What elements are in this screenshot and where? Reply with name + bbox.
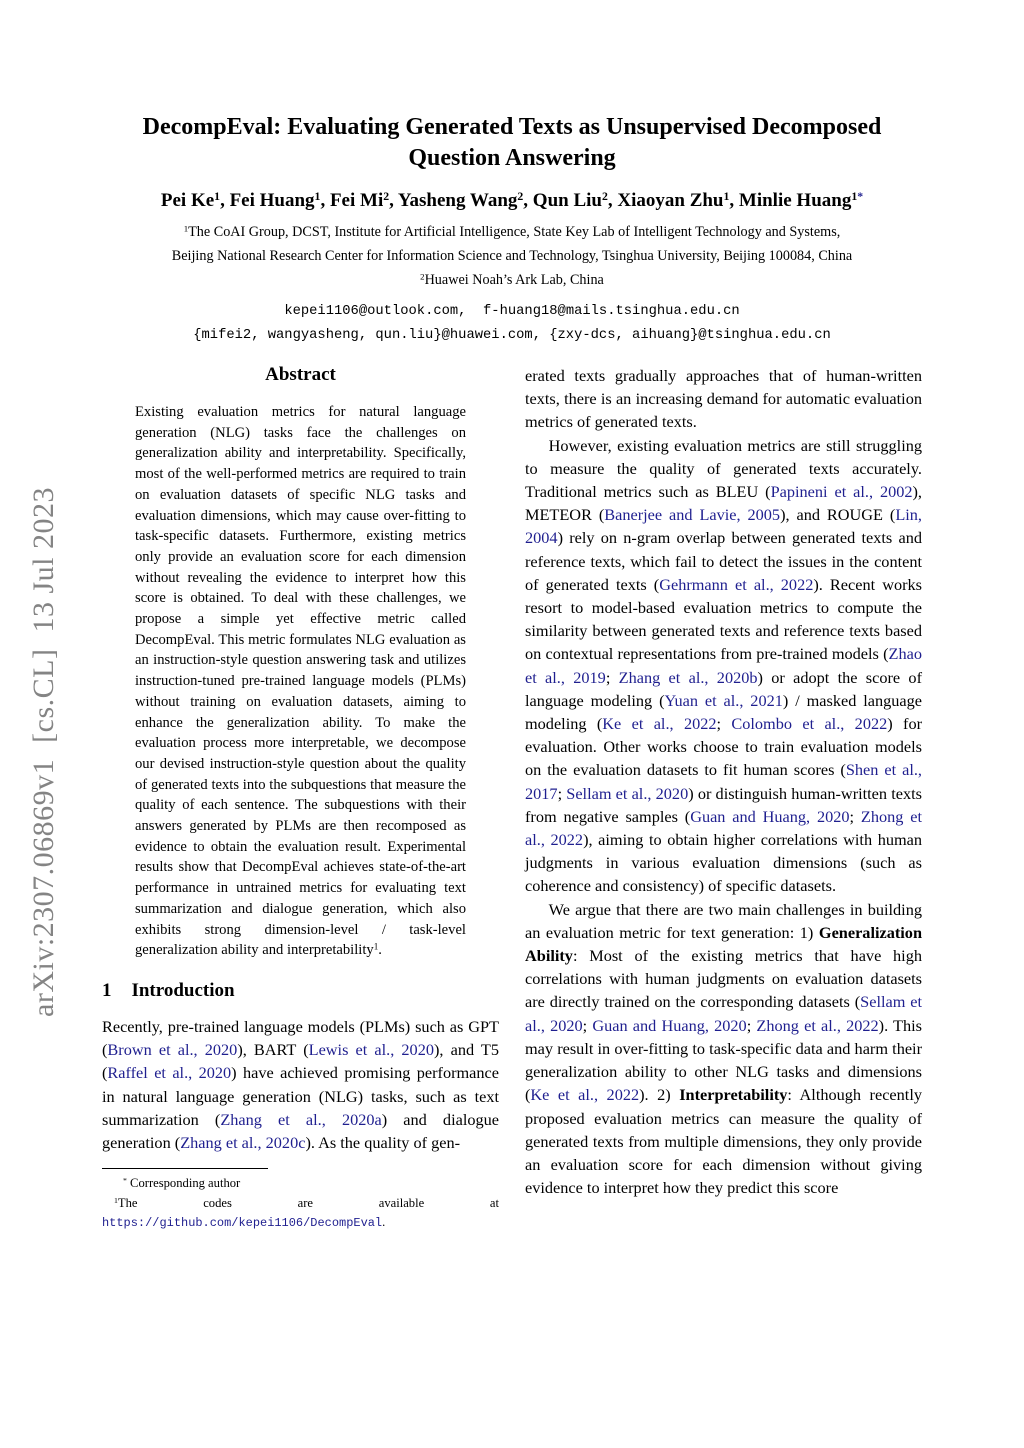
text-segment: ; bbox=[849, 806, 861, 826]
citation-link[interactable]: Ke et al., 2022 bbox=[530, 1085, 640, 1105]
citation-link[interactable]: Lin, 2004 bbox=[525, 505, 922, 548]
affiliations bbox=[0, 221, 1024, 293]
body-paragraph-challenges bbox=[525, 898, 922, 1200]
text-segment: Generalization Ability bbox=[525, 922, 922, 966]
citation-link[interactable]: Banerjee and Lavie, 2005 bbox=[604, 505, 781, 525]
body-paragraph-metrics bbox=[525, 434, 922, 898]
text-segment: : Although recently proposed evaluation metrics can measure the quality of generated texts from multiple dimensions, they only provide an evaluation score for each dimension without giving evidence to interpret how they predict this score bbox=[525, 1085, 922, 1198]
text-segment: ). As the quality of gen- bbox=[305, 1133, 461, 1152]
citation-link[interactable]: Ke et al., 2022 bbox=[602, 714, 717, 734]
text-segment: 2 bbox=[601, 190, 608, 204]
text-segment: We argue that there are two main challenges in building an evaluation metric for text generation: 1) bbox=[525, 899, 922, 942]
citation-link[interactable]: Guan and Huang, 2020 bbox=[592, 1015, 747, 1035]
text-segment: Interpretability bbox=[679, 1085, 788, 1105]
text-segment: Beijing National Research Center for Information Science and Technology, Tsinghua University, Beijing 100084, China bbox=[171, 248, 853, 265]
text-segment: Recently, pre-trained language models (PLMs) such as GPT ( bbox=[102, 1016, 499, 1060]
citation-link[interactable]: Lewis et al., 2020 bbox=[308, 1040, 434, 1060]
author-line bbox=[0, 190, 1024, 212]
text-segment: ). This may result in over-fitting to task-specific data and harm their generalization ability to other NLG tasks and dimensions ( bbox=[525, 1015, 922, 1105]
text-segment: ), and T5 ( bbox=[102, 1040, 500, 1083]
email-block bbox=[0, 300, 1024, 348]
abstract-heading: Abstract bbox=[265, 364, 336, 385]
citation-link[interactable]: Zhong et al., 2022 bbox=[525, 806, 922, 850]
citation-link[interactable]: Zhang et al., 2020b bbox=[618, 667, 758, 687]
text-segment: , Yasheng Wang bbox=[389, 190, 518, 212]
citation-link[interactable]: Sellam et al., 2020 bbox=[566, 783, 689, 803]
citation-link[interactable]: Shen et al., 2017 bbox=[525, 760, 923, 803]
paper-title-line-1: DecompEval: Evaluating Generated Texts as Unsupervised Decomposed bbox=[142, 114, 882, 140]
text-segment: , Qun Liu bbox=[523, 190, 602, 212]
text-segment: ) / masked language modeling ( bbox=[525, 690, 923, 734]
citation-link[interactable]: Zhang et al., 2020a bbox=[220, 1109, 382, 1129]
citation-link[interactable]: Guan and Huang, 2020 bbox=[690, 806, 850, 826]
text-segment: Corresponding author bbox=[126, 1176, 241, 1191]
text-segment: Huawei Noah’s Ark Lab, China bbox=[424, 272, 604, 289]
text-segment: 1 bbox=[214, 190, 221, 204]
text-segment: ) have achieved promising performance in natural language generation (NLG) tasks, such as text summarization ( bbox=[102, 1063, 499, 1129]
text-segment: , Fei Huang bbox=[220, 190, 315, 212]
text-segment: ), METEOR ( bbox=[525, 482, 923, 525]
text-segment: Pei Ke bbox=[160, 190, 215, 212]
citation-link[interactable]: Sellam et al., 2020 bbox=[525, 992, 922, 1035]
text-segment: The CoAI Group, DCST, Institute for Artificial Intelligence, State Key Lab of Intelligent Technology and Systems, bbox=[188, 224, 841, 241]
citation-link[interactable]: Brown et al., 2020 bbox=[107, 1040, 238, 1060]
text-segment: . bbox=[382, 1215, 386, 1230]
footnote-block bbox=[102, 1168, 499, 1233]
text-segment: erated texts gradually approaches that of human-written texts, there is an increasing demand for automatic evaluation metrics of generated texts. bbox=[525, 366, 922, 432]
text-segment: ), aiming to obtain higher correlations with human judgments in various evaluation dimensions (such as coherence and consistency) of specific datasets. bbox=[525, 830, 923, 896]
text-segment: 2 bbox=[517, 190, 524, 204]
citation-link[interactable]: Papineni et al., 2002 bbox=[770, 482, 913, 502]
intro-paragraph bbox=[102, 1015, 499, 1154]
footnote-rule bbox=[102, 1168, 268, 1169]
text-segment: ). Recent works resort to model-based evaluation metrics to compute the similarity between generated texts and reference texts based on contextual representations from pre-trained models ( bbox=[525, 574, 922, 664]
citation-link[interactable]: Raffel et al., 2020 bbox=[107, 1063, 232, 1083]
text-segment: : Most of the existing metrics that have high correlations with human judgments on evaluation datasets are directly trained on the corresponding datasets ( bbox=[525, 946, 922, 1012]
citation-link[interactable]: Zhong et al., 2022 bbox=[756, 1015, 879, 1035]
text-segment: ; bbox=[746, 1015, 757, 1035]
abstract-text bbox=[135, 402, 466, 961]
text-segment: 1 bbox=[723, 190, 730, 204]
text-segment: , Fei Mi bbox=[320, 190, 384, 212]
text-segment: ) for evaluation. Other works choose to train evaluation models on the evaluation datasets to fit human scores ( bbox=[525, 714, 923, 780]
section-number: 1 bbox=[102, 979, 112, 1001]
text-segment: Existing evaluation metrics for natural language generation (NLG) tasks face the challenges on generalization ability and interpretability. Specifically, most of the well-performed metrics are required to train on evaluation datasets of specific NLG tasks and evaluation dimensions, which may cause over-fitting to task-specific datasets. Furthermore, existing metrics only provide an evaluation score for each dimension without revealing the evidence to interpret how this score is obtained. To deal with these challenges, we propose a simple yet effective metric called DecompEval. This metric formulates NLG evaluation as an instruction-style question answering task and utilizes instruction-tuned pre-trained language models (PLMs) without training on evaluation datasets, aiming to enhance the generalization ability. To make the evaluation process more interpretable, we decompose our devised instruction-style question about the quality of generated texts into the subquestions that measure the quality of each sentence. The subquestions with their answers generated by PLMs are then recomposed as evidence to obtain the evaluation result. Experimental results show that DecompEval achieves state-of-the-art performance in untrained metrics for evaluating text summarization and dialogue generation, which also exhibits strong dimension-level / task-level generalization ability and interpretability bbox=[135, 404, 466, 959]
footnote-corresponding-author bbox=[102, 1174, 499, 1194]
paper-title bbox=[0, 112, 1024, 173]
text-segment: 2 bbox=[420, 271, 425, 282]
text-segment: 2 bbox=[383, 190, 390, 204]
arxiv-watermark: arXiv:2307.06869v1 [cs.CL] 13 Jul 2023 bbox=[27, 487, 60, 1017]
affiliation-line-2 bbox=[0, 245, 1024, 269]
section-heading-introduction bbox=[102, 980, 499, 1002]
citation-link[interactable]: Zhao et al., 2019 bbox=[525, 644, 922, 687]
citation-link[interactable]: * bbox=[857, 190, 864, 204]
text-segment: ; bbox=[716, 714, 732, 734]
email-line-2: {mifei2, wangyasheng, qun.liu}@huawei.com, {zxy-dcs, aihuang}@tsinghua.edu.cn bbox=[193, 328, 831, 344]
paper-title-line-2: Question Answering bbox=[408, 144, 616, 171]
citation-link[interactable]: Gehrmann et al., 2022 bbox=[659, 574, 814, 594]
text-segment: 1 bbox=[373, 941, 379, 952]
text-segment: * bbox=[123, 1176, 127, 1186]
citation-link[interactable]: Yuan et al., 2021 bbox=[664, 690, 783, 710]
text-segment: ), and ROUGE ( bbox=[780, 505, 896, 525]
text-segment: . bbox=[378, 942, 382, 959]
text-segment: ), BART ( bbox=[237, 1040, 309, 1060]
footnote-code-availability bbox=[102, 1194, 499, 1233]
text-segment: ; bbox=[557, 783, 567, 803]
citation-link[interactable]: Zhang et al., 2020c bbox=[180, 1133, 306, 1152]
text-segment: 1 bbox=[851, 190, 858, 204]
email-line-1: kepei1106@outlook.com, f-huang18@mails.tsinghua.edu.cn bbox=[284, 304, 740, 320]
citation-link[interactable]: Colombo et al., 2022 bbox=[731, 714, 888, 734]
text-segment: ) or adopt the score of language modeling ( bbox=[525, 667, 922, 710]
text-segment: ; bbox=[605, 667, 619, 687]
text-segment: ; bbox=[582, 1015, 593, 1035]
text-segment: , Xiaoyan Zhu bbox=[607, 190, 724, 212]
section-title: Introduction bbox=[131, 979, 235, 1001]
affiliation-line-3 bbox=[0, 269, 1024, 293]
left-column bbox=[102, 364, 499, 1233]
text-segment: , Minlie Huang bbox=[729, 190, 852, 212]
paper-header bbox=[0, 112, 1024, 348]
right-column bbox=[525, 364, 922, 1233]
text-segment: ). 2) bbox=[639, 1085, 680, 1105]
url-link[interactable]: https://github.com/kepei1106/DecompEval bbox=[102, 1216, 383, 1231]
text-segment: 1 bbox=[183, 224, 189, 235]
text-segment: 1 bbox=[114, 1195, 118, 1205]
affiliation-line-1 bbox=[0, 221, 1024, 245]
text-segment: However, existing evaluation metrics are still struggling to measure the quality of generated texts accurately. Traditional metrics such as BLEU ( bbox=[525, 435, 922, 502]
body-paragraph-continuation bbox=[525, 364, 922, 434]
text-segment: ) and dialogue generation ( bbox=[102, 1109, 499, 1152]
text-segment: ) or distinguish human-written texts from negative samples ( bbox=[525, 783, 922, 826]
text-segment: The codes are available at bbox=[117, 1195, 499, 1210]
text-segment: 1 bbox=[314, 190, 321, 204]
two-column-body bbox=[102, 364, 922, 1233]
text-segment: ) rely on n-gram overlap between generated texts and reference texts, which fail to detect the issues in the content of generated texts ( bbox=[525, 528, 922, 594]
